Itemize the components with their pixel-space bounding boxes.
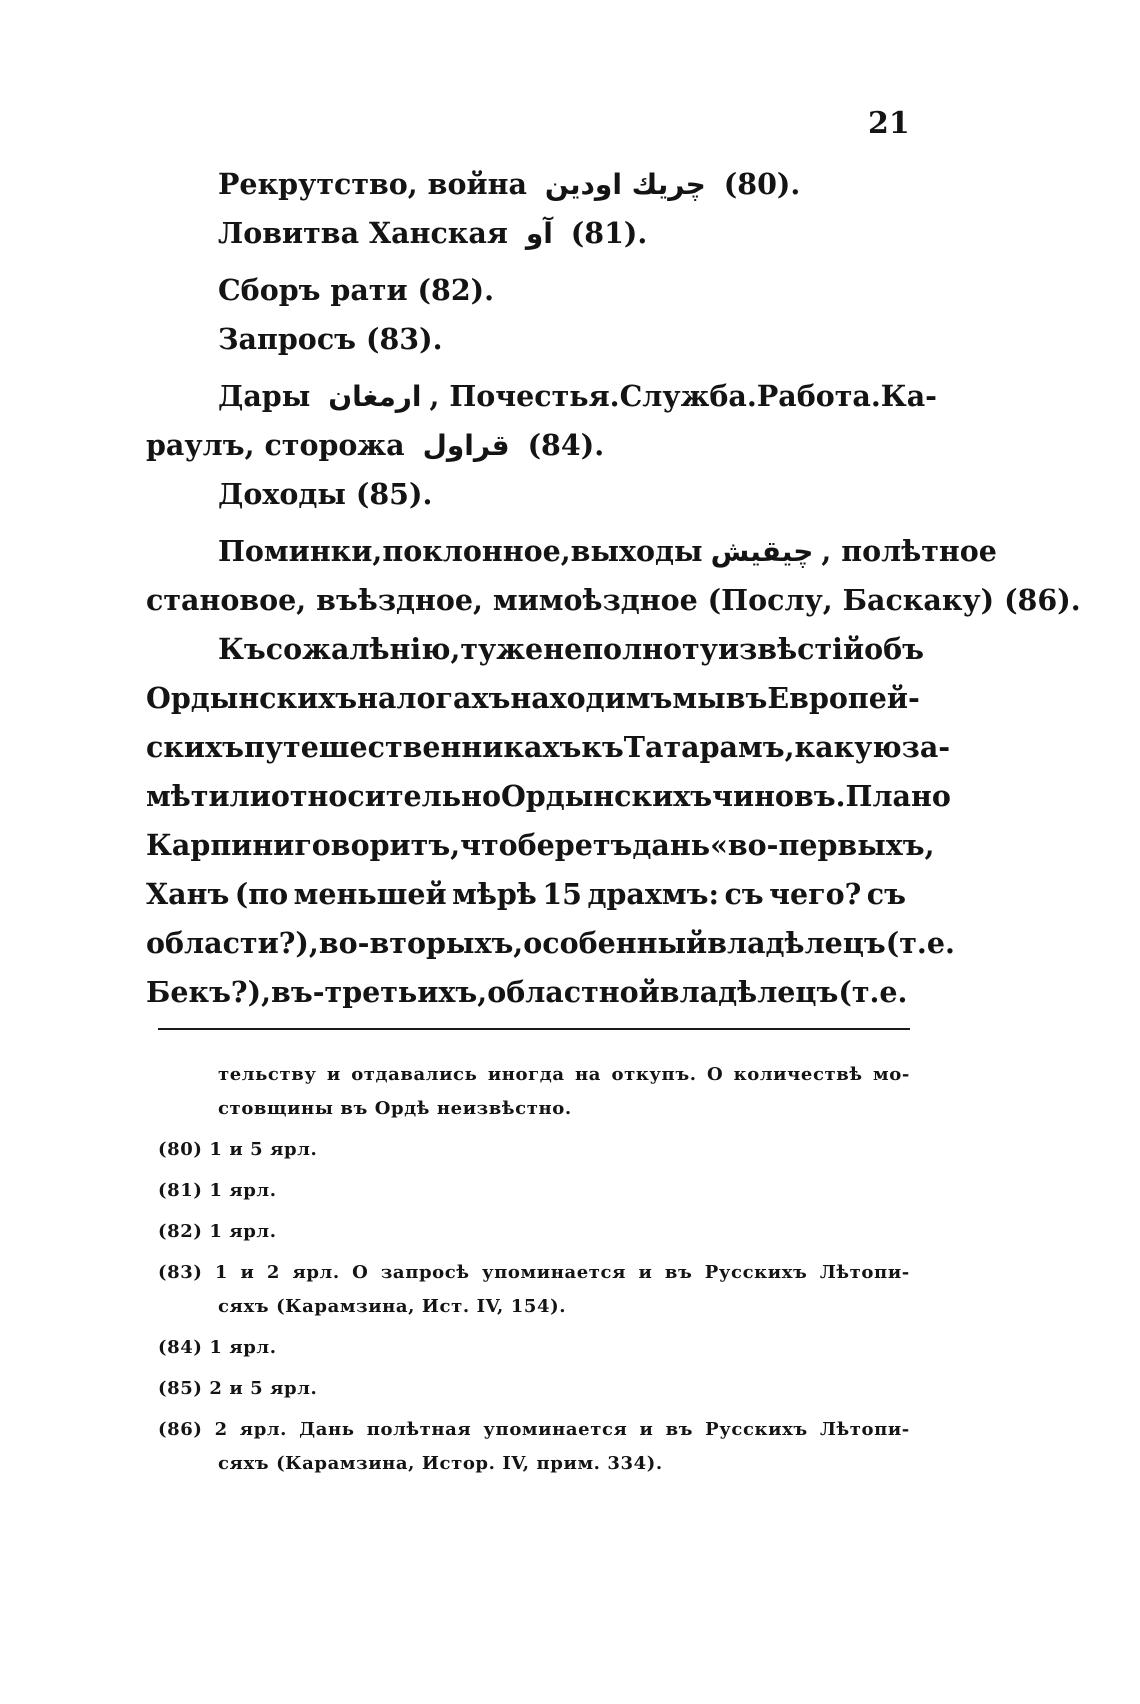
word: «во-первыхъ, xyxy=(710,828,935,862)
hunt-ref: (81). xyxy=(560,216,648,250)
para-line xyxy=(146,870,906,919)
line-income: Доходы (85). xyxy=(218,477,433,511)
footnote-continuation-line xyxy=(146,1058,910,1092)
para-line xyxy=(146,968,906,1017)
word: съ xyxy=(724,877,764,911)
note-word: 1 xyxy=(214,1262,229,1283)
para-line xyxy=(146,723,951,772)
word: Бекъ?), xyxy=(146,975,272,1009)
recruitment-ref: (80). xyxy=(713,167,801,201)
word: чиновъ. xyxy=(712,779,846,813)
word: въ-третьихъ, xyxy=(271,975,488,1009)
word: какую xyxy=(794,730,902,764)
hunt-arabic-term: آو xyxy=(525,217,553,250)
word: съ xyxy=(866,877,906,911)
line-gifts xyxy=(146,372,938,421)
word: владѣлецъ xyxy=(707,926,886,960)
gifts2-word: Поминки, xyxy=(218,534,383,568)
note-word: Русскихъ xyxy=(705,1419,808,1440)
para-line xyxy=(146,625,924,674)
word: неполноту xyxy=(543,632,718,666)
note-word: тельству xyxy=(218,1064,317,1085)
word: драхмъ: xyxy=(587,877,719,911)
footnote-continuation-line: стовщины въ Ордѣ неизвѣстно. xyxy=(218,1098,572,1119)
footnote-82: (82) 1 ярл. xyxy=(158,1221,277,1242)
footnote-separator-rule xyxy=(158,1028,910,1030)
note-word: и xyxy=(326,1064,341,1085)
note-word: Лѣтопи- xyxy=(819,1262,910,1283)
word: извѣстій xyxy=(717,632,865,666)
main-text xyxy=(146,160,1081,1017)
word: что xyxy=(460,828,518,862)
note-word: мо- xyxy=(873,1064,910,1085)
word: мѣрѣ xyxy=(452,877,537,911)
line-recruitment xyxy=(146,160,906,209)
footnote-83-cont: сяхъ (Карамзина, Ист. IV, 154). xyxy=(218,1296,567,1317)
word: Ханъ xyxy=(146,877,230,911)
hunt-label: Ловитва Ханская xyxy=(218,216,518,250)
word: Европей- xyxy=(767,681,920,715)
word: е. xyxy=(926,926,955,960)
para-line xyxy=(146,821,935,870)
word: Къ xyxy=(218,632,266,666)
footnote-83 xyxy=(146,1256,910,1290)
word: чего? xyxy=(769,877,862,911)
gifts-word: Служба. xyxy=(619,379,757,413)
word: скихъ xyxy=(146,730,244,764)
note-word: О xyxy=(352,1262,369,1283)
word: беретъ xyxy=(517,828,633,862)
gifts-label: Дары xyxy=(218,379,321,413)
word: объ xyxy=(864,632,924,666)
word: (т. xyxy=(838,975,880,1009)
para-line xyxy=(146,919,955,968)
note-word: запросѣ xyxy=(380,1262,470,1283)
note-word: упоминается xyxy=(483,1419,628,1440)
note-word: Русскихъ xyxy=(704,1262,808,1283)
note-word: (83) xyxy=(158,1262,203,1283)
note-word: въ xyxy=(664,1262,693,1283)
guard-arabic-term: قراول xyxy=(422,429,510,462)
word: (по xyxy=(234,877,289,911)
line-guard xyxy=(146,421,906,470)
word: налогахъ xyxy=(357,681,511,715)
note-word: полѣтная xyxy=(366,1419,472,1440)
note-word: и xyxy=(638,1262,653,1283)
word: мы xyxy=(672,681,726,715)
word: говоритъ, xyxy=(294,828,461,862)
footnote-86-cont: сяхъ (Карамзина, Истор. IV, прим. 334). xyxy=(218,1453,663,1474)
word: Карпини xyxy=(146,828,295,862)
footnote-80: (80) 1 и 5 ярл. xyxy=(158,1139,318,1160)
word: особенный xyxy=(523,926,708,960)
gifts2-arabic-term: چيقيش xyxy=(710,535,814,568)
line-gifts2-cont: становое, въѣздное, мимоѣздное (Послу, Баскаку) (86). xyxy=(146,583,1081,617)
gifts2-after: , полѣтное xyxy=(821,534,997,568)
note-word: и xyxy=(240,1262,255,1283)
gifts-arabic-term: ارمغان xyxy=(328,380,422,413)
word: мѣтили xyxy=(146,779,271,813)
word: областной xyxy=(487,975,660,1009)
footnote-85: (85) 2 и 5 ярл. xyxy=(158,1378,318,1399)
note-word: иногда xyxy=(487,1064,565,1085)
footnotes xyxy=(146,1058,910,1481)
word: Ордынскихъ xyxy=(500,779,713,813)
word: Татарамъ, xyxy=(623,730,795,764)
gifts2-word: поклонное, xyxy=(382,534,571,568)
word: владѣлецъ xyxy=(659,975,839,1009)
note-word: на xyxy=(575,1064,602,1085)
word: е. xyxy=(879,975,908,1009)
footnote-84: (84) 1 ярл. xyxy=(158,1337,277,1358)
page-number: 21 xyxy=(868,106,910,141)
gifts2-word: выходы xyxy=(570,534,703,568)
line-request: Запросъ (83). xyxy=(218,322,443,356)
word: области?), xyxy=(146,926,319,960)
word: въ xyxy=(725,681,768,715)
word: (т. xyxy=(885,926,927,960)
gifts-word: , Почестья. xyxy=(429,379,620,413)
note-word: и xyxy=(639,1419,654,1440)
note-word: количествѣ xyxy=(733,1064,863,1085)
word: же xyxy=(496,632,544,666)
gifts2-tail xyxy=(703,527,997,576)
recruitment-arabic-term: چريك اودين xyxy=(544,168,706,201)
note-word: въ xyxy=(665,1419,694,1440)
guard-label: раулъ, сторожа xyxy=(146,428,415,462)
line-hunt xyxy=(146,209,906,258)
word: относительно xyxy=(270,779,501,813)
note-word: ярл. xyxy=(292,1262,340,1283)
note-word: 2 xyxy=(266,1262,280,1283)
guard-ref: (84). xyxy=(517,428,605,462)
word: путешественникахъ xyxy=(243,730,582,764)
word: 15 xyxy=(542,877,582,911)
line-gifts2 xyxy=(146,527,997,576)
para-line xyxy=(146,674,920,723)
para-line xyxy=(146,772,951,821)
note-word: О xyxy=(707,1064,724,1085)
note-word: (86) xyxy=(158,1419,203,1440)
gifts-word: Работа. xyxy=(756,379,881,413)
note-word: откупъ. xyxy=(611,1064,697,1085)
footnote-81: (81) 1 ярл. xyxy=(158,1180,277,1201)
word: во-вторыхъ, xyxy=(318,926,524,960)
note-word: Дань xyxy=(299,1419,355,1440)
word: находимъ xyxy=(510,681,673,715)
line-army-levy: Сборъ рати (82). xyxy=(218,273,495,307)
recruitment-label: Рекрутство, война xyxy=(218,167,537,201)
note-word: ярл. xyxy=(239,1419,288,1440)
word: ту xyxy=(460,632,497,666)
note-word: упоминается xyxy=(482,1262,627,1283)
word: сожалѣнію, xyxy=(265,632,461,666)
gifts-label-group xyxy=(218,372,620,421)
word: дань xyxy=(632,828,711,862)
gifts-word: Ка- xyxy=(880,379,938,413)
note-word: отдавались xyxy=(351,1064,478,1085)
word: Плано xyxy=(845,779,951,813)
word: Ордынскихъ xyxy=(146,681,358,715)
note-word: Лѣтопи- xyxy=(819,1419,910,1440)
note-word: 2 xyxy=(214,1419,228,1440)
word: за- xyxy=(901,730,951,764)
word: меньшей xyxy=(293,877,447,911)
footnote-86 xyxy=(146,1413,910,1447)
word: къ xyxy=(581,730,624,764)
